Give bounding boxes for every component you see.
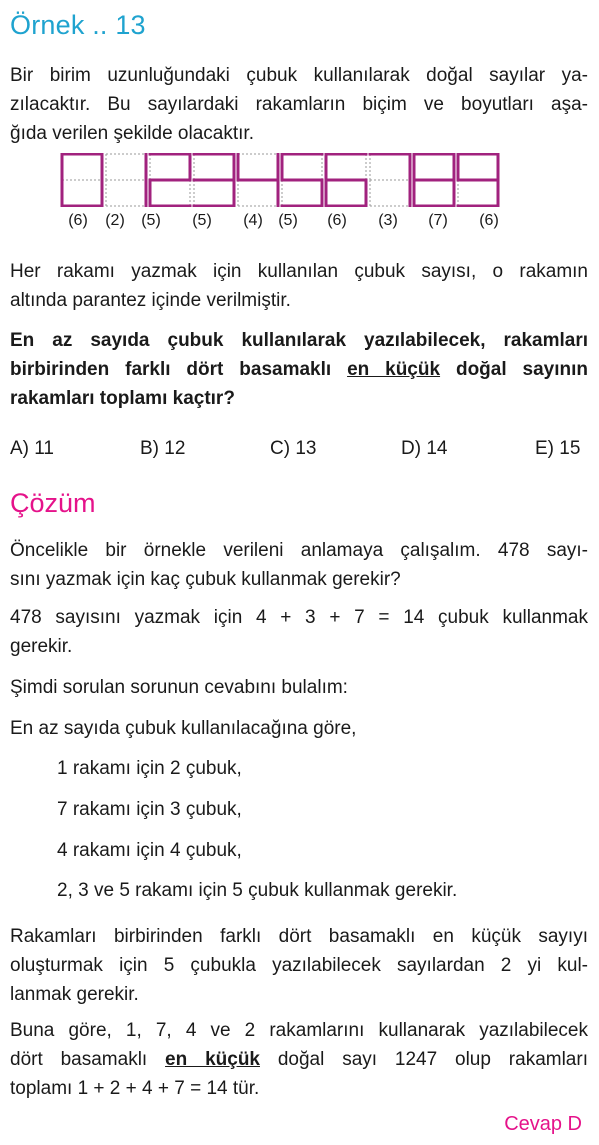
stick-count-4: (4) — [243, 212, 263, 229]
solution-p6-line-1: Buna göre, 1, 7, 4 ve 2 rakamlarını kullanarak yazılabilecek — [10, 1020, 588, 1041]
solution-p5-line-1: Rakamları birbirinden farklı dört basamaklı en küçük sayıyı — [10, 926, 588, 947]
answer-choices — [10, 438, 588, 466]
choice-d: D) 14 — [401, 438, 448, 459]
choice-e: E) 15 — [535, 438, 581, 459]
solution-list-item-3: 4 rakamı için 4 çubuk, — [57, 840, 242, 861]
solution-p5-line-2: oluşturmak için 5 çubukla yazılabilecek sayılardan 2 yi kul- — [10, 955, 588, 976]
digit-1-shape — [106, 154, 146, 206]
solution-list-item-4: 2, 3 ve 5 rakamı için 5 çubuk kullanmak gerekir. — [57, 880, 458, 901]
solution-p1-line-2: sını yazmak için kaç çubuk kullanmak gerekir? — [10, 569, 401, 590]
digit-0-shape — [62, 154, 102, 206]
solution-p6-line-2 — [10, 1045, 588, 1074]
intro-line-3: ğıda verilen şekilde olacaktır. — [10, 123, 254, 144]
example-title: Örnek .. 13 — [10, 10, 146, 40]
choice-c: C) 13 — [270, 438, 317, 459]
answer-label: Cevap D — [504, 1113, 582, 1135]
digit-2-shape — [150, 154, 190, 206]
question-line-2-post: doğal sayının — [440, 359, 588, 380]
question-line-2-pre: birbirinden farklı dört basamaklı — [10, 359, 348, 380]
question-line-2 — [10, 355, 588, 384]
solution-paragraph-3 — [10, 673, 588, 702]
stick-count-0: (6) — [68, 212, 88, 229]
digit-8-shape — [414, 154, 454, 206]
info-paragraph — [10, 257, 588, 315]
solution-paragraph-5 — [10, 922, 588, 1009]
digit-7-shape — [370, 154, 410, 206]
solution-paragraph-6 — [10, 1016, 588, 1103]
intro-line-1: Bir birim uzunluğundaki çubuk kullanılarak doğal sayılar ya- — [10, 65, 588, 86]
solution-paragraph-4 — [10, 714, 588, 743]
stick-count-6: (6) — [327, 212, 347, 229]
solution-p6-line-2-pre: dört basamaklı — [10, 1049, 166, 1070]
solution-p2-line-1: 478 sayısını yazmak için 4 + 3 + 7 = 14 çubuk kullanmak — [10, 607, 588, 628]
info-line-1: Her rakamı yazmak için kullanılan çubuk sayısı, o rakamın — [10, 261, 588, 282]
solution-list-item-1: 1 rakamı için 2 çubuk, — [57, 758, 242, 779]
question-paragraph — [10, 326, 588, 413]
solution-p2-line-2: gerekir. — [10, 636, 73, 657]
solution-p4-line: En az sayıda çubuk kullanılacağına göre, — [10, 718, 357, 739]
solution-paragraph-2 — [10, 603, 588, 661]
question-underlined-phrase: en küçük — [347, 359, 441, 380]
choice-b: B) 12 — [140, 438, 186, 459]
choice-a: A) 11 — [10, 438, 55, 459]
digit-5-shape — [282, 154, 322, 206]
stick-count-2: (5) — [141, 212, 161, 229]
stick-count-9: (6) — [479, 212, 499, 229]
stick-count-row — [0, 212, 599, 236]
solution-p3-line: Şimdi sorulan sorunun cevabını bulalım: — [10, 677, 348, 698]
solution-p6-line-3: toplamı 1 + 2 + 4 + 7 = 14 tür. — [10, 1078, 260, 1099]
stick-count-5: (5) — [278, 212, 298, 229]
solution-paragraph-1 — [10, 536, 588, 594]
digit-3-shape — [194, 154, 234, 206]
question-line-3: rakamları toplamı kaçtır? — [10, 388, 235, 409]
solution-p6-line-2-post: doğal sayı 1247 olup rakamları — [260, 1049, 588, 1070]
solution-list-item-2: 7 rakamı için 3 çubuk, — [57, 799, 242, 820]
stick-count-1: (2) — [105, 212, 125, 229]
info-line-2: altında parantez içinde verilmiştir. — [10, 290, 291, 311]
stick-count-8: (7) — [428, 212, 448, 229]
digit-4-shape — [238, 154, 278, 206]
digit-9-shape — [458, 154, 498, 206]
intro-paragraph — [10, 61, 588, 148]
stick-count-7: (3) — [378, 212, 398, 229]
solution-underlined-phrase: en küçük — [165, 1049, 260, 1070]
seven-segment-digits — [60, 153, 500, 207]
intro-line-2: zılacaktır. Bu sayılardaki rakamların biçim ve boyutları aşa- — [10, 94, 588, 115]
stick-count-3: (5) — [192, 212, 212, 229]
solution-p1-line-1: Öncelikle bir örnekle verileni anlamaya çalışalım. 478 sayı- — [10, 540, 588, 561]
question-line-1: En az sayıda çubuk kullanılarak yazılabilecek, rakamları — [10, 330, 588, 351]
solution-p5-line-3: lanmak gerekir. — [10, 984, 139, 1005]
solution-title: Çözüm — [10, 488, 96, 518]
digit-6-shape — [326, 154, 366, 206]
